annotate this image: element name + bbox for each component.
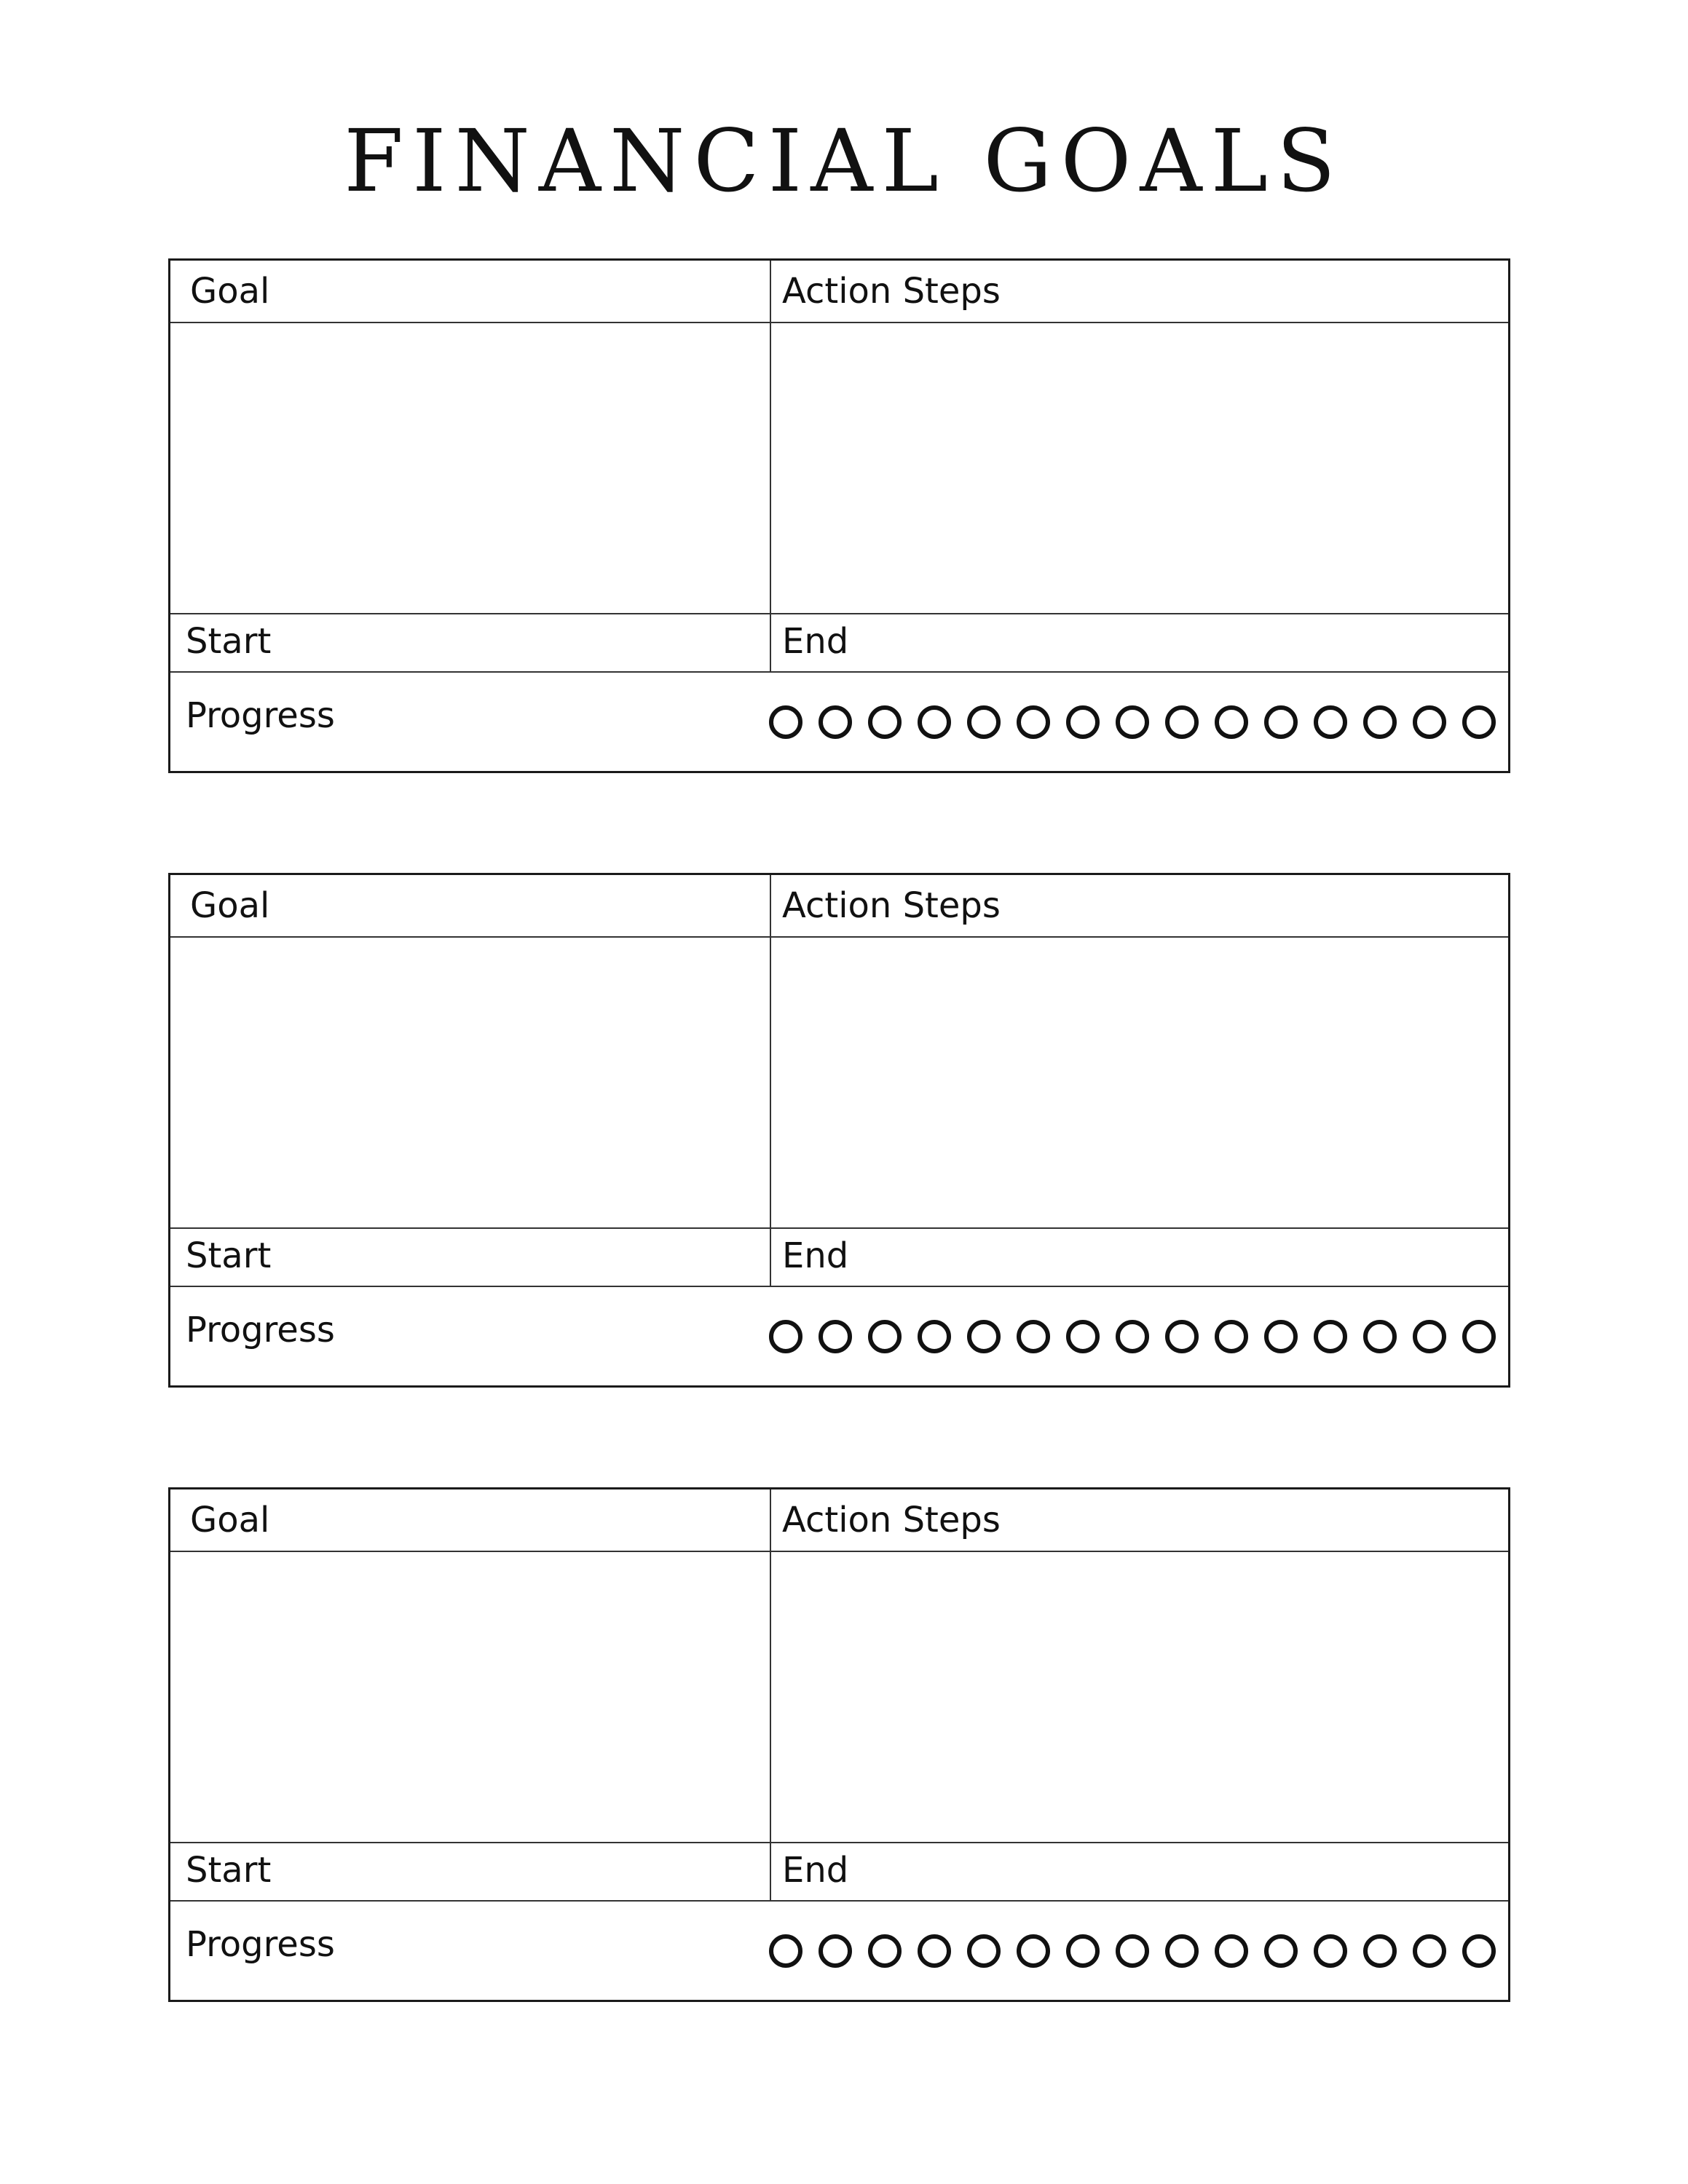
- progress-circle[interactable]: [918, 1934, 951, 1968]
- progress-circle[interactable]: [1215, 705, 1248, 739]
- progress-circle[interactable]: [1017, 1934, 1050, 1968]
- progress-label: Progress: [186, 1310, 335, 1350]
- progress-circle[interactable]: [769, 705, 802, 739]
- dates-divider: [170, 1842, 1508, 1843]
- progress-circle[interactable]: [1165, 1320, 1199, 1353]
- action-steps-label: Action Steps: [782, 271, 1001, 312]
- progress-circle[interactable]: [1264, 705, 1298, 739]
- progress-circle[interactable]: [1363, 1934, 1397, 1968]
- column-divider: [770, 1489, 771, 1900]
- end-label: End: [782, 1850, 849, 1891]
- progress-circle[interactable]: [769, 1320, 802, 1353]
- progress-divider: [170, 1900, 1508, 1902]
- progress-circle[interactable]: [1264, 1320, 1298, 1353]
- start-label: Start: [186, 1850, 272, 1891]
- goal-card: [168, 873, 1510, 1388]
- progress-circle[interactable]: [1413, 705, 1446, 739]
- progress-circle[interactable]: [918, 705, 951, 739]
- progress-circle[interactable]: [1462, 1320, 1496, 1353]
- progress-circle[interactable]: [1264, 1934, 1298, 1968]
- progress-circle[interactable]: [819, 705, 852, 739]
- header-divider: [170, 322, 1508, 323]
- progress-circle[interactable]: [819, 1320, 852, 1353]
- progress-circle[interactable]: [1413, 1934, 1446, 1968]
- progress-circle[interactable]: [1413, 1320, 1446, 1353]
- progress-divider: [170, 1286, 1508, 1287]
- goal-card: [168, 1487, 1510, 2002]
- progress-tracker: [769, 1934, 1496, 1969]
- dates-divider: [170, 1227, 1508, 1229]
- start-label: Start: [186, 1235, 272, 1276]
- progress-circle[interactable]: [1314, 1320, 1347, 1353]
- progress-label: Progress: [186, 1924, 335, 1965]
- progress-circle[interactable]: [868, 1934, 902, 1968]
- progress-circle[interactable]: [918, 1320, 951, 1353]
- progress-circle[interactable]: [967, 1934, 1001, 1968]
- start-label: Start: [186, 621, 272, 662]
- goal-label: Goal: [190, 885, 270, 926]
- goal-card: [168, 258, 1510, 773]
- progress-circle[interactable]: [1314, 705, 1347, 739]
- progress-circle[interactable]: [1215, 1934, 1248, 1968]
- header-divider: [170, 936, 1508, 938]
- progress-circle[interactable]: [1066, 705, 1100, 739]
- progress-circle[interactable]: [1066, 1320, 1100, 1353]
- progress-circle[interactable]: [819, 1934, 852, 1968]
- progress-circle[interactable]: [1017, 705, 1050, 739]
- column-divider: [770, 875, 771, 1286]
- progress-circle[interactable]: [769, 1934, 802, 1968]
- progress-circle[interactable]: [967, 705, 1001, 739]
- progress-circle[interactable]: [1017, 1320, 1050, 1353]
- end-label: End: [782, 621, 849, 662]
- progress-circle[interactable]: [1215, 1320, 1248, 1353]
- progress-circle[interactable]: [1116, 705, 1149, 739]
- progress-tracker: [769, 705, 1496, 740]
- end-label: End: [782, 1235, 849, 1276]
- page-title: FINANCIAL GOALS: [344, 111, 1344, 212]
- column-divider: [770, 261, 771, 671]
- progress-label: Progress: [186, 695, 335, 736]
- progress-tracker: [769, 1320, 1496, 1355]
- progress-circle[interactable]: [1066, 1934, 1100, 1968]
- progress-circle[interactable]: [1462, 705, 1496, 739]
- progress-circle[interactable]: [1116, 1320, 1149, 1353]
- progress-circle[interactable]: [1314, 1934, 1347, 1968]
- progress-circle[interactable]: [1462, 1934, 1496, 1968]
- action-steps-label: Action Steps: [782, 885, 1001, 926]
- progress-circle[interactable]: [967, 1320, 1001, 1353]
- dates-divider: [170, 613, 1508, 614]
- progress-circle[interactable]: [1165, 705, 1199, 739]
- progress-circle[interactable]: [868, 1320, 902, 1353]
- progress-circle[interactable]: [1363, 1320, 1397, 1353]
- goal-label: Goal: [190, 1500, 270, 1540]
- progress-circle[interactable]: [1363, 705, 1397, 739]
- progress-circle[interactable]: [1165, 1934, 1199, 1968]
- action-steps-label: Action Steps: [782, 1500, 1001, 1540]
- progress-divider: [170, 671, 1508, 673]
- progress-circle[interactable]: [868, 705, 902, 739]
- progress-circle[interactable]: [1116, 1934, 1149, 1968]
- goal-label: Goal: [190, 271, 270, 312]
- header-divider: [170, 1551, 1508, 1552]
